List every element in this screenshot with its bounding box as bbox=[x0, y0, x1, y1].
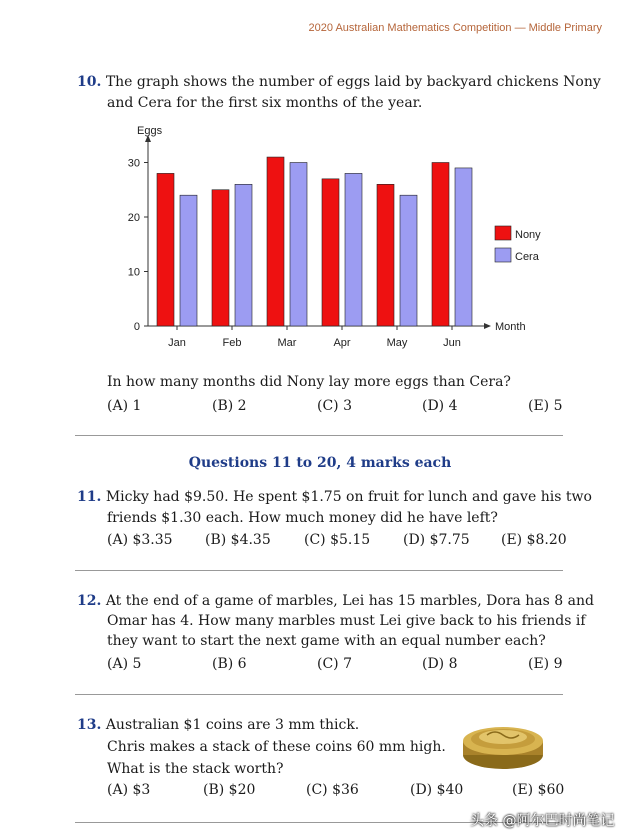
x-tick-label: May bbox=[386, 337, 408, 349]
question-number: 13. bbox=[77, 717, 102, 733]
section-title: Questions 11 to 20, 4 marks each bbox=[188, 455, 452, 471]
option-a[interactable]: (A) 1 bbox=[107, 398, 142, 414]
option-a[interactable]: (A) $3.35 bbox=[107, 532, 173, 548]
bar-cera-may bbox=[400, 195, 417, 326]
option-e[interactable]: (E) 5 bbox=[528, 398, 563, 414]
question-number: 10. bbox=[77, 74, 102, 90]
y-tick-label: 30 bbox=[127, 157, 140, 170]
question-12 bbox=[77, 591, 594, 612]
option-d[interactable]: (D) 4 bbox=[422, 398, 458, 414]
x-tick-label: Jan bbox=[168, 337, 186, 349]
option-c[interactable]: (C) $5.15 bbox=[304, 532, 371, 548]
watermark: 头条 @阿尔巴时尚笔记 bbox=[470, 813, 615, 829]
option-b[interactable]: (B) $20 bbox=[203, 782, 256, 798]
legend-label: Cera bbox=[515, 251, 539, 263]
bar-nony-may bbox=[377, 184, 394, 326]
question-13 bbox=[77, 715, 359, 736]
option-b[interactable]: (B) 2 bbox=[212, 398, 247, 414]
option-e[interactable]: (E) 9 bbox=[528, 656, 563, 672]
legend-swatch-nony bbox=[495, 226, 511, 240]
question-11 bbox=[77, 487, 592, 508]
question-text-line: Australian $1 coins are 3 mm thick. bbox=[105, 717, 360, 733]
question-text-line: they want to start the next game with an equal number each? bbox=[107, 633, 546, 649]
bar-nony-mar bbox=[267, 157, 284, 326]
divider bbox=[75, 570, 563, 571]
x-axis-arrow bbox=[484, 323, 491, 329]
option-d[interactable]: (D) 8 bbox=[422, 656, 458, 672]
question-text-line: friends $1.30 each. How much money did he have left? bbox=[107, 510, 498, 526]
option-c[interactable]: (C) 3 bbox=[317, 398, 352, 414]
question-text-line: At the end of a game of marbles, Lei has 15 marbles, Dora has 8 and bbox=[105, 593, 594, 609]
question-text-line: Omar has 4. How many marbles must Lei give back to his friends if bbox=[107, 613, 586, 629]
y-tick-label: 20 bbox=[127, 212, 140, 224]
bar-nony-jun bbox=[432, 163, 449, 327]
eggs-bar-chart bbox=[0, 0, 640, 370]
bar-cera-feb bbox=[235, 184, 252, 326]
x-axis-label: Month bbox=[495, 321, 526, 333]
x-tick-label: Feb bbox=[222, 337, 242, 349]
page-header: 2020 Australian Mathematics Competition — Middle Primary bbox=[308, 22, 602, 34]
question-text-line: What is the stack worth? bbox=[107, 761, 284, 777]
bar-cera-jun bbox=[455, 168, 472, 326]
option-c[interactable]: (C) $36 bbox=[306, 782, 359, 798]
option-c[interactable]: (C) 7 bbox=[317, 656, 352, 672]
option-b[interactable]: (B) 6 bbox=[212, 656, 247, 672]
y-tick-label: 10 bbox=[127, 266, 140, 279]
question-10-prompt: In how many months did Nony lay more eggs than Cera? bbox=[107, 374, 511, 390]
bar-cera-mar bbox=[290, 163, 307, 327]
legend-swatch-cera bbox=[495, 248, 511, 262]
question-number: 12. bbox=[77, 593, 102, 609]
question-text-line: Chris makes a stack of these coins 60 mm high. bbox=[107, 739, 446, 755]
x-tick-label: Mar bbox=[277, 337, 297, 349]
option-e[interactable]: (E) $60 bbox=[512, 782, 565, 798]
question-text-line: The graph shows the number of eggs laid by backyard chickens Nony bbox=[105, 74, 601, 90]
bar-nony-jan bbox=[157, 173, 174, 326]
bar-nony-feb bbox=[212, 190, 229, 326]
option-a[interactable]: (A) 5 bbox=[107, 656, 142, 672]
option-e[interactable]: (E) $8.20 bbox=[501, 532, 567, 548]
bar-cera-jan bbox=[180, 195, 197, 326]
y-tick-label: 0 bbox=[133, 321, 140, 333]
divider bbox=[75, 694, 563, 695]
x-tick-label: Jun bbox=[443, 337, 461, 349]
question-text-line: Micky had $9.50. He spent $1.75 on fruit for lunch and gave his two bbox=[105, 489, 592, 505]
divider bbox=[75, 435, 563, 436]
x-tick-label: Apr bbox=[333, 337, 351, 349]
y-axis-label: Eggs bbox=[137, 125, 163, 137]
question-text-line: and Cera for the first six months of the year. bbox=[107, 95, 423, 111]
option-d[interactable]: (D) $7.75 bbox=[403, 532, 470, 548]
legend-label: Nony bbox=[515, 229, 541, 241]
bar-cera-apr bbox=[345, 173, 362, 326]
question-number: 11. bbox=[77, 489, 102, 505]
option-b[interactable]: (B) $4.35 bbox=[205, 532, 271, 548]
option-a[interactable]: (A) $3 bbox=[107, 782, 151, 798]
bar-nony-apr bbox=[322, 179, 339, 326]
coin-stack-image bbox=[455, 715, 551, 775]
option-d[interactable]: (D) $40 bbox=[410, 782, 464, 798]
